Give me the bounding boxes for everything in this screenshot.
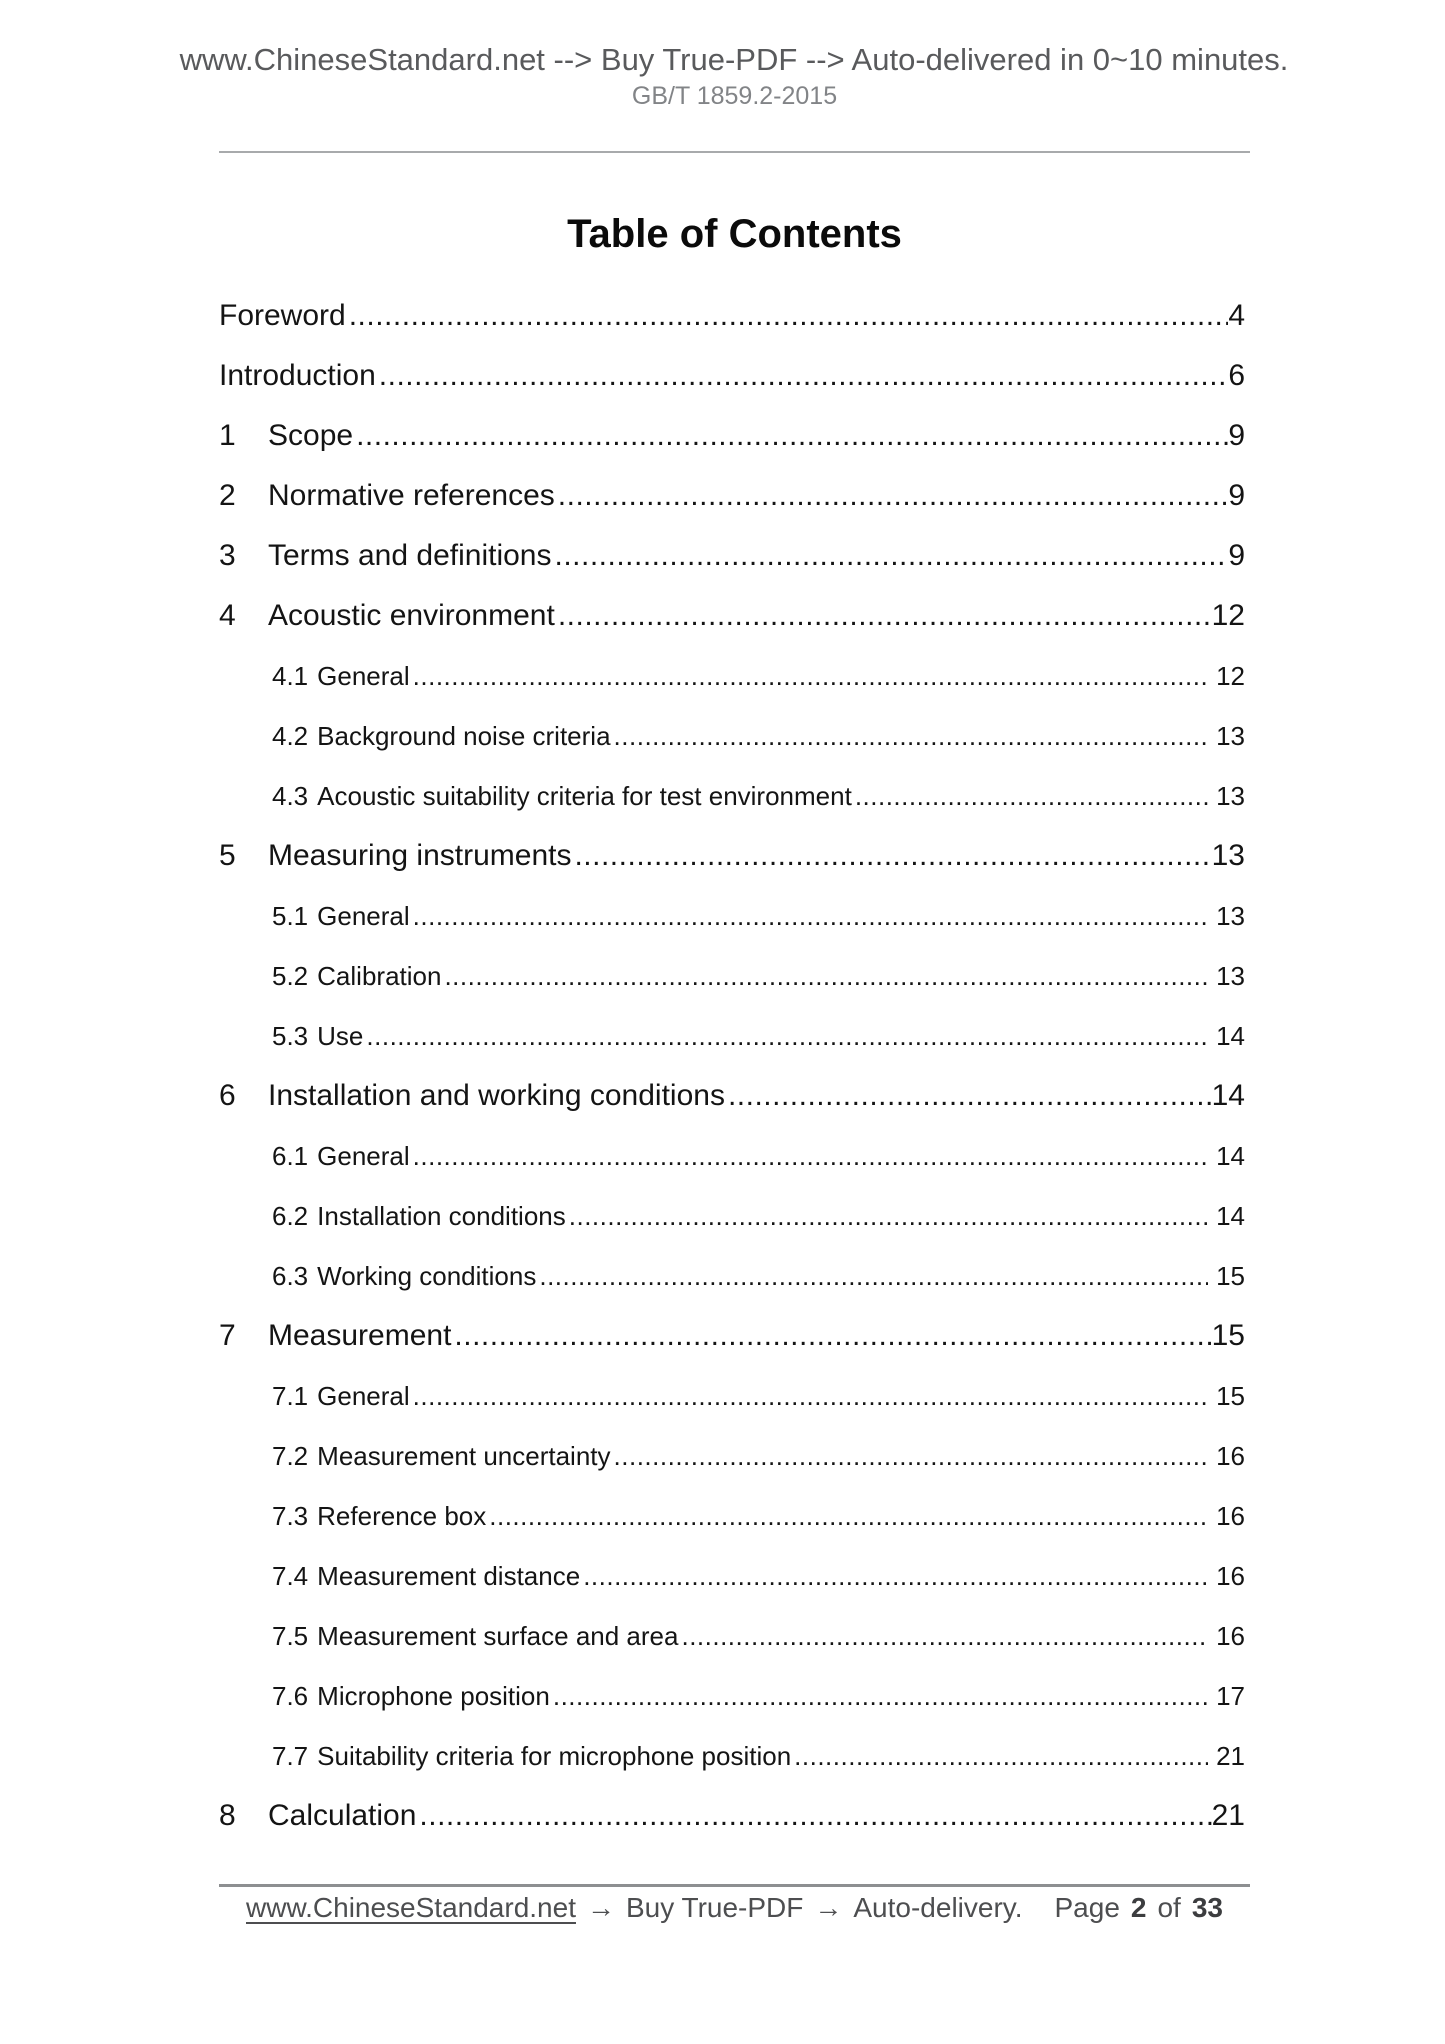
toc-entry-number: 5.2 [272, 961, 309, 991]
toc-entry[interactable] [219, 1486, 1250, 1546]
toc-entry-number: 7.6 [272, 1681, 309, 1711]
toc-entry-label: Terms and definitions [268, 539, 552, 572]
toc-entry[interactable] [219, 1546, 1250, 1606]
toc-entry-page: 14 [1216, 1021, 1245, 1051]
toc-dot-leader [413, 1366, 1208, 1426]
toc-entry[interactable] [219, 1726, 1250, 1786]
toc-entry[interactable] [219, 1306, 1250, 1366]
footer-delivery-text: Auto-delivery. [853, 1892, 1023, 1923]
toc-entry-label: Suitability criteria for microphone position [317, 1741, 792, 1771]
toc-entry-label: General [317, 661, 410, 691]
toc-dot-leader [569, 1186, 1208, 1246]
toc-entry-page: 21 [1216, 1741, 1245, 1771]
page-title: Table of Contents [567, 212, 902, 256]
footer-site-link[interactable]: www.ChineseStandard.net [246, 1892, 576, 1923]
header-divider [219, 151, 1250, 153]
footer-of-word: of [1157, 1892, 1181, 1923]
toc-entry-page: 16 [1216, 1441, 1245, 1471]
toc-entry[interactable] [219, 466, 1250, 526]
toc-dot-leader [728, 1066, 1212, 1126]
toc-entry-page: 16 [1216, 1561, 1245, 1591]
toc-entry[interactable] [219, 946, 1250, 1006]
toc-dot-leader [413, 1126, 1208, 1186]
toc-entry-number: 3 [219, 539, 236, 572]
toc-entry[interactable] [219, 1006, 1250, 1066]
toc-entry-page: 13 [1216, 721, 1245, 751]
footer-page-total: 33 [1191, 1892, 1223, 1923]
toc-dot-leader [554, 526, 1228, 586]
toc-entry-label: Foreword [219, 299, 346, 332]
toc-entry-number: 7.7 [272, 1741, 309, 1771]
toc-entry[interactable] [219, 886, 1250, 946]
toc-entry-page: 16 [1216, 1501, 1245, 1531]
footer-arrow-icon: → [814, 1892, 843, 1923]
toc-dot-leader [419, 1786, 1211, 1846]
toc-dot-leader [349, 286, 1229, 346]
toc-dot-leader [583, 1546, 1208, 1606]
toc-entry-label: Reference box [317, 1501, 487, 1531]
toc-entry-page: 14 [1216, 1141, 1245, 1171]
toc-entry-label: Microphone position [317, 1681, 550, 1711]
toc-entry-number: 7.3 [272, 1501, 309, 1531]
toc-entry-page: 17 [1216, 1681, 1245, 1711]
toc-entry-label: General [317, 1141, 410, 1171]
toc-dot-leader [413, 646, 1208, 706]
toc-entry-label: Use [317, 1021, 364, 1051]
toc-dot-leader [855, 766, 1208, 826]
footer-buy-text: Buy True-PDF [625, 1892, 804, 1923]
toc-entry-page: 6 [1228, 359, 1245, 392]
header-promo-text: www.ChineseStandard.net --> Buy True-PDF --> Auto-delivered in 0~10 minutes. [179, 42, 1289, 77]
footer-arrow-icon: → [586, 1892, 615, 1923]
toc-dot-leader [413, 886, 1208, 946]
toc-dot-leader [794, 1726, 1208, 1786]
footer-page-indicator [1055, 1888, 1251, 1928]
toc-entry[interactable] [219, 1066, 1250, 1126]
toc-entry-page: 12 [1211, 599, 1245, 632]
toc-dot-leader [574, 826, 1211, 886]
toc-entry[interactable] [219, 1786, 1250, 1846]
toc-entry-label: Measurement distance [317, 1561, 581, 1591]
toc-entry-number: 7.4 [272, 1561, 309, 1591]
toc-entry[interactable] [219, 1366, 1250, 1426]
toc-entry-number: 6.3 [272, 1261, 309, 1291]
toc-entry-number: 7.2 [272, 1441, 309, 1471]
toc-entry-page: 15 [1216, 1261, 1245, 1291]
toc-entry-page: 12 [1216, 661, 1245, 691]
toc-entry-number: 7 [219, 1319, 236, 1352]
toc-entry-page: 13 [1216, 781, 1245, 811]
footer-promo [219, 1888, 1022, 1928]
toc-entry-number: 5.3 [272, 1021, 309, 1051]
toc-entry-label: Installation and working conditions [268, 1079, 725, 1112]
toc-entry[interactable] [219, 1246, 1250, 1306]
toc-entry-page: 16 [1216, 1621, 1245, 1651]
toc-dot-leader [366, 1006, 1208, 1066]
toc-entry-page: 9 [1228, 479, 1245, 512]
toc-entry-label: Measuring instruments [268, 839, 572, 872]
toc-entry-page: 15 [1211, 1319, 1245, 1352]
toc-entry[interactable] [219, 1126, 1250, 1186]
toc-dot-leader [454, 1306, 1211, 1366]
toc-dot-leader [558, 466, 1229, 526]
toc-dot-leader [356, 406, 1228, 466]
toc-entry-number: 4 [219, 599, 236, 632]
toc-entry[interactable] [219, 766, 1250, 826]
toc-entry[interactable] [219, 1426, 1250, 1486]
toc-entry-number: 5.1 [272, 901, 309, 931]
toc-dot-leader [539, 1246, 1208, 1306]
toc-dot-leader [444, 946, 1208, 1006]
toc-entry[interactable] [219, 526, 1250, 586]
toc-entry-label: Normative references [268, 479, 555, 512]
toc-entry-label: Installation conditions [317, 1201, 566, 1231]
toc-entry-label: Acoustic environment [268, 599, 555, 632]
toc-entry-label: Measurement uncertainty [317, 1441, 611, 1471]
footer-page-word: Page [1054, 1892, 1120, 1923]
toc-list [219, 286, 1250, 1846]
toc-entry-label: Calibration [317, 961, 442, 991]
toc-entry-page: 4 [1228, 299, 1245, 332]
toc-entry[interactable] [219, 586, 1250, 646]
toc-entry-number: 7.1 [272, 1381, 309, 1411]
toc-dot-leader [553, 1666, 1208, 1726]
toc-entry[interactable] [219, 826, 1250, 886]
toc-entry-page: 9 [1228, 419, 1245, 452]
toc-dot-leader [379, 346, 1229, 406]
toc-dot-leader [614, 1426, 1209, 1486]
toc-entry-page: 14 [1211, 1079, 1245, 1112]
toc-dot-leader [614, 706, 1209, 766]
toc-entry-page: 21 [1211, 1799, 1245, 1832]
toc-entry-page: 13 [1211, 839, 1245, 872]
toc-entry-page: 13 [1216, 901, 1245, 931]
toc-entry[interactable] [219, 706, 1250, 766]
toc-entry[interactable] [219, 646, 1250, 706]
toc-entry-label: General [317, 901, 410, 931]
toc-entry-label: Measurement [268, 1319, 452, 1352]
toc-entry-number: 4.2 [272, 721, 309, 751]
toc-entry-label: Working conditions [317, 1261, 537, 1291]
toc-entry[interactable] [219, 1186, 1250, 1246]
toc-entry[interactable] [219, 1666, 1250, 1726]
toc-entry-number: 6.1 [272, 1141, 309, 1171]
toc-entry-label: Measurement surface and area [317, 1621, 679, 1651]
toc-entry[interactable] [219, 286, 1250, 346]
toc-entry-number: 6.2 [272, 1201, 309, 1231]
toc-entry-number: 1 [219, 419, 236, 452]
toc-entry-number: 4.1 [272, 661, 309, 691]
toc-entry[interactable] [219, 1606, 1250, 1666]
toc-entry-number: 4.3 [272, 781, 309, 811]
toc-entry-label: Acoustic suitability criteria for test environment [317, 781, 852, 811]
footer-divider [219, 1884, 1250, 1887]
toc-entry-number: 5 [219, 839, 236, 872]
toc-entry-number: 2 [219, 479, 236, 512]
toc-entry-label: Calculation [268, 1799, 417, 1832]
toc-entry-label: Scope [268, 419, 354, 452]
toc-entry-label: General [317, 1381, 410, 1411]
toc-entry-number: 7.5 [272, 1621, 309, 1651]
toc-entry[interactable] [219, 406, 1250, 466]
toc-entry-number: 6 [219, 1079, 236, 1112]
toc-dot-leader [681, 1606, 1208, 1666]
toc-entry-page: 13 [1216, 961, 1245, 991]
toc-dot-leader [558, 586, 1212, 646]
toc-entry-label: Background noise criteria [317, 721, 611, 751]
toc-entry-number: 8 [219, 1799, 236, 1832]
toc-entry-page: 9 [1228, 539, 1245, 572]
toc-entry-page: 15 [1216, 1381, 1245, 1411]
footer-page-current: 2 [1130, 1892, 1147, 1923]
toc-entry-label: Introduction [219, 359, 376, 392]
page-footer [219, 1888, 1250, 1928]
toc-entry-page: 14 [1216, 1201, 1245, 1231]
toc-dot-leader [489, 1486, 1208, 1546]
header-doc-number: GB/T 1859.2-2015 [631, 82, 838, 110]
toc-entry[interactable] [219, 346, 1250, 406]
